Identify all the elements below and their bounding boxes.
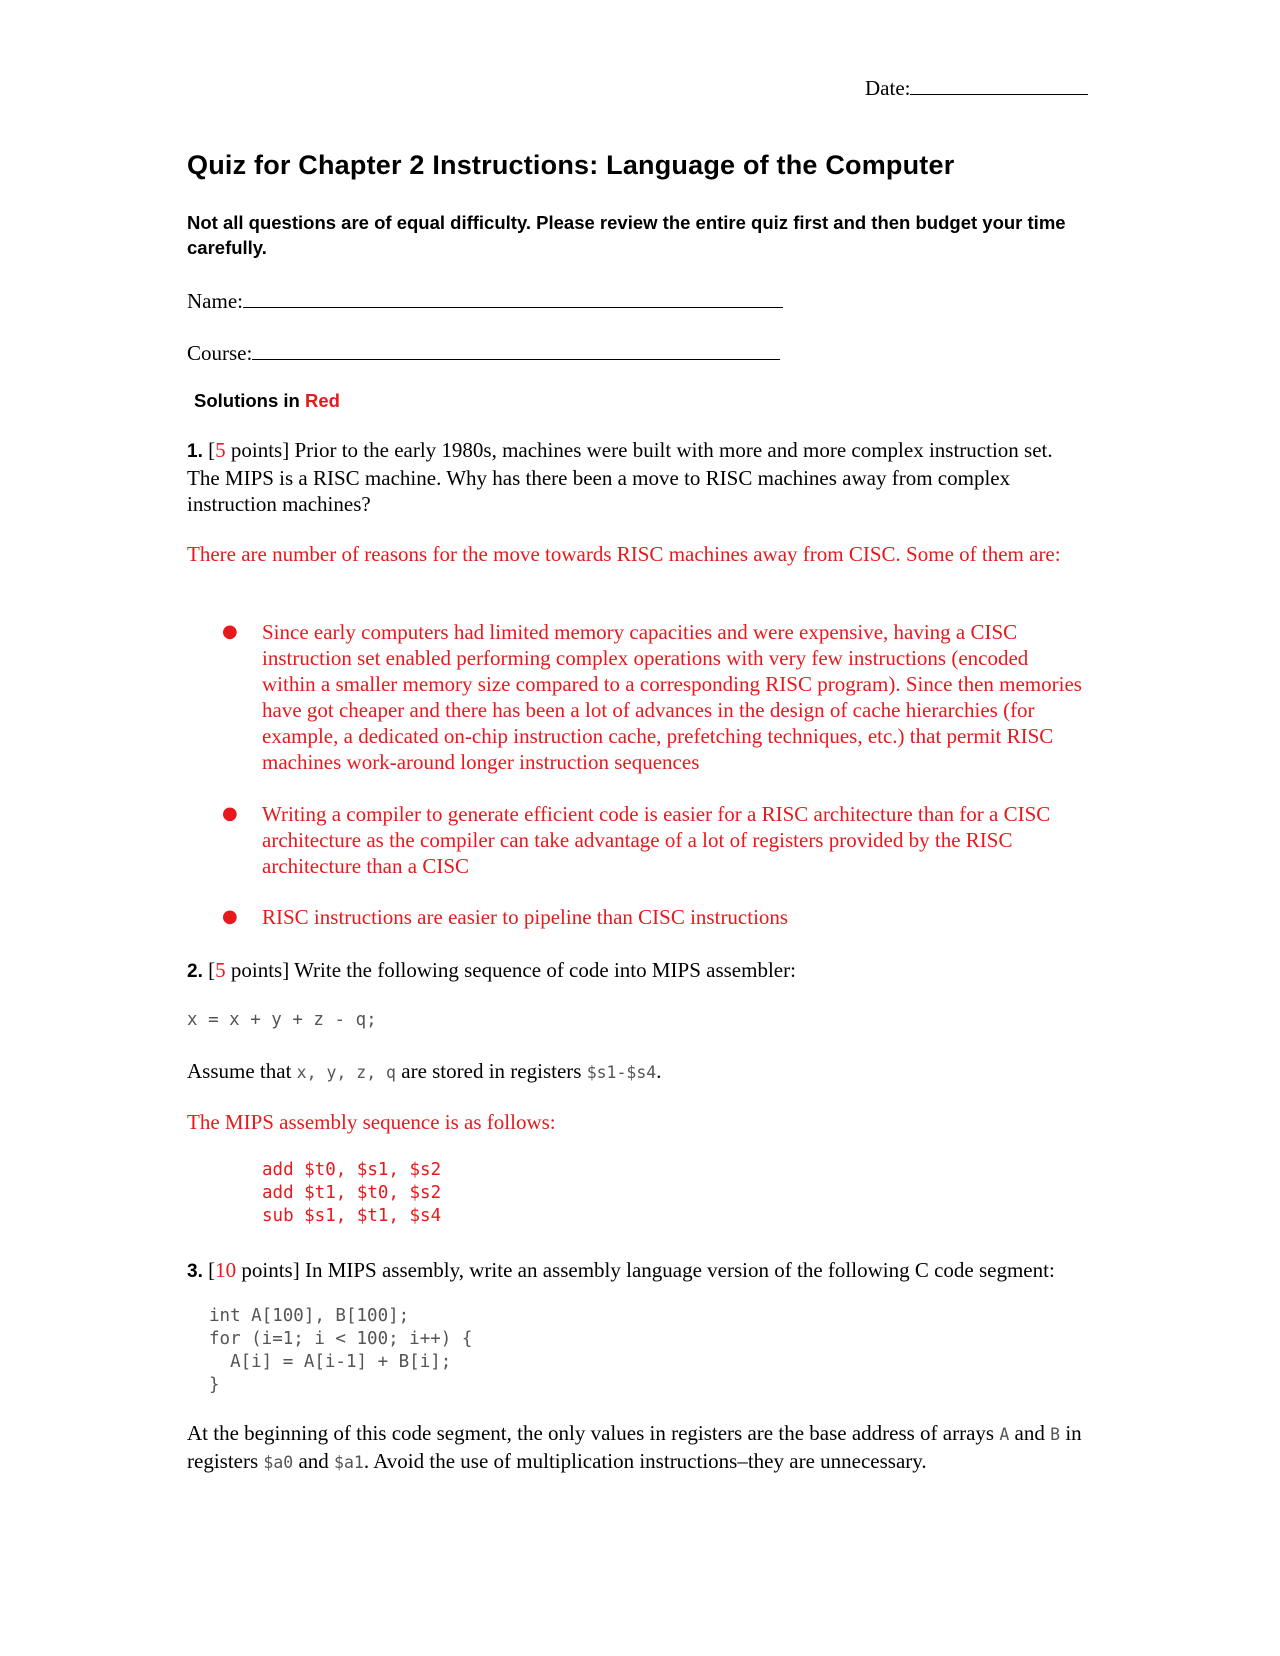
date-label: Date: <box>865 76 911 100</box>
bullet-icon: ● <box>222 621 238 642</box>
points-open: [ <box>208 438 216 462</box>
code-c-segment: int A[100], B[100]; for (i=1; i < 100; i++) { A[i] = A[i-1] + B[i]; } <box>209 1306 473 1395</box>
answer-1-intro: There are number of reasons for the move towards RISC machines away from CISC. Some of them are: <box>187 542 1061 566</box>
name-label: Name: <box>187 289 243 313</box>
bullet-text: RISC instructions are easier to pipeline than CISC instructions <box>262 905 789 929</box>
points-close: points] <box>225 958 290 982</box>
intro-instructions: Not all questions are of equal difficulty. Please review the entire quiz first and then budget your time carefully. <box>187 212 1066 258</box>
question-number: 2. <box>187 961 203 982</box>
assume-text: . <box>656 1059 662 1083</box>
points-value: 5 <box>215 958 226 982</box>
question-3-note <box>187 1420 1087 1476</box>
note-array-a: A <box>999 1425 1010 1444</box>
course-label: Course: <box>187 341 253 365</box>
points-close: points] <box>225 438 290 462</box>
question-2-assumption <box>187 1058 1087 1086</box>
question-text: In MIPS assembly, write an assembly language version of the following C code segment: <box>304 1258 1055 1282</box>
solutions-prefix: Solutions in <box>194 390 300 411</box>
course-blank[interactable] <box>252 339 780 360</box>
question-number: 3. <box>187 1261 203 1282</box>
note-text: and <box>293 1449 335 1473</box>
answer-2-intro: The MIPS assembly sequence is as follows: <box>187 1110 556 1134</box>
note-text: At the beginning of this code segment, the only values in registers are the base address of arrays <box>187 1421 1000 1445</box>
note-text: . Avoid the use of multiplication instructions–they are unnecessary. <box>363 1449 927 1473</box>
question-text: Prior to the early 1980s, machines were built with more and more complex instruction set. The MIPS is a RISC machine. Why has there been a move to RISC machines away from complex instruction machines? <box>187 438 1053 516</box>
points-open: [ <box>208 958 216 982</box>
bullet-icon: ● <box>222 906 238 927</box>
question-1 <box>187 437 1087 517</box>
points-value: 5 <box>215 438 226 462</box>
note-reg-a1: $a1 <box>334 1453 364 1472</box>
name-blank[interactable] <box>243 287 783 308</box>
date-blank[interactable] <box>910 74 1088 95</box>
solutions-note <box>194 390 340 412</box>
name-field <box>187 287 783 314</box>
code-expression: x = x + y + z - q; <box>187 1010 377 1030</box>
question-3 <box>187 1257 1087 1285</box>
date-field <box>865 74 1088 101</box>
assume-regs: $s1-$s4 <box>586 1063 657 1082</box>
question-number: 1. <box>187 441 203 462</box>
bullet-text: Writing a compiler to generate efficient code is easier for a RISC architecture than for a CISC architecture as the compiler can take advantage of a lot of registers provided by the RISC architecture than a CISC <box>262 802 1051 878</box>
bullet-text: Since early computers had limited memory capacities and were expensive, having a CISC instruction set enabled performing complex operations with very few instructions (encoded within a smaller memory size compared to a corresponding RISC program). Since then memories have got cheaper and there has been a lot of advances in the design of cache hierarchies (for example, a dedicated on-chip instruction cache, prefetching techniques, etc.) that permit RISC machines work-around longer instruction sequences <box>262 620 1082 774</box>
bullet-icon: ● <box>222 803 238 824</box>
question-2 <box>187 957 1087 985</box>
page-title: Quiz for Chapter 2 Instructions: Language of the Computer <box>187 150 955 180</box>
note-text: and <box>1009 1421 1051 1445</box>
assume-text: Assume that <box>187 1059 297 1083</box>
assume-text: are stored in registers <box>396 1059 587 1083</box>
points-open: [ <box>208 1258 216 1282</box>
solutions-highlight: Red <box>305 390 340 411</box>
answer-2-code: add $t0, $s1, $s2 add $t1, $t0, $s2 sub $s1, $t1, $s4 <box>262 1160 442 1226</box>
course-field <box>187 339 780 366</box>
question-text: Write the following sequence of code into MIPS assembler: <box>294 958 796 982</box>
note-reg-a0: $a0 <box>263 1453 294 1472</box>
points-value: 10 <box>215 1258 237 1282</box>
note-array-b: B <box>1050 1425 1061 1444</box>
points-close: points] <box>236 1258 300 1282</box>
assume-vars: x, y, z, q <box>296 1063 396 1082</box>
note-text: in registers <box>187 1421 1082 1473</box>
